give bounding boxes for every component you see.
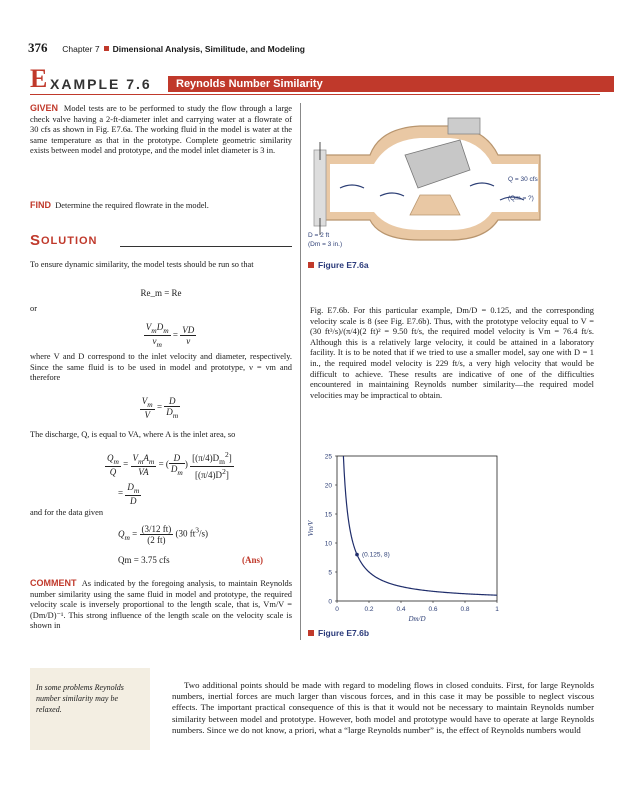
solution-label: OLUTION	[41, 235, 98, 247]
plot-area	[337, 456, 497, 601]
equation-discharge-ratio: $\frac{Q_m}{Q}$ = $\frac{V_mA_m}{VA}$ = ( $\frac{D}{D_m}$ ) $\frac{[(\pi/4)D_m^2]}{[(\pi/4)D^2]}$	[107, 450, 232, 480]
answer-tag: (Ans)	[242, 555, 264, 565]
given-paragraph	[30, 103, 292, 157]
example-title: Reynolds Number Similarity	[168, 76, 614, 92]
y-tick-label: 5	[328, 569, 332, 577]
x-tick-label: 0.4	[396, 606, 406, 613]
annotation-label: (0.125, 8)	[362, 551, 390, 559]
figure-a-diameter-label: D = 2 ft	[308, 232, 330, 239]
x-tick-label: 0	[335, 606, 339, 613]
page-number: 376	[28, 40, 48, 55]
equation-re: Re_m = Re	[140, 288, 182, 298]
comment-tag: COMMENT	[30, 578, 77, 588]
heading-rule	[30, 94, 600, 95]
x-axis-label: Dm/D	[408, 615, 426, 623]
figure-b-caption: Figure E7.6b	[308, 628, 369, 638]
velocity-scale-chart	[305, 448, 515, 628]
or-text: or	[30, 304, 37, 313]
solution-para-2: where V and D correspond to the inlet velocity and diameter, respectively. Since the same fluid is to be used in model and prototype, ν = νm and therefore	[30, 352, 292, 383]
y-tick-label: 25	[324, 453, 332, 461]
y-tick-label: 15	[324, 511, 332, 519]
find-tag: FIND	[30, 200, 51, 210]
find-text: Determine the required flowrate in the model.	[55, 201, 209, 210]
figure-a-flow-label: Q = 30 cfs	[508, 176, 538, 183]
y-tick-label: 0	[328, 598, 332, 606]
figure-a-model-flow-label: (Qm = ?)	[508, 195, 534, 202]
sidenote-box	[30, 668, 150, 750]
x-tick-label: 0.8	[460, 606, 470, 613]
equation-reynolds-ratio: $\frac{V_mD_m}{\nu_m}$ = $\frac{VD}{\nu}$	[145, 322, 195, 349]
example-heading	[30, 66, 590, 98]
chapter-label: Chapter 7	[62, 44, 100, 54]
solution-para-3: The discharge, Q, is equal to VA, where A is the inlet area, so	[30, 430, 236, 439]
figure-a-model-diameter-label: (Dm = 3 in.)	[308, 241, 343, 248]
header-bullet	[104, 46, 109, 51]
valve-figure	[310, 100, 550, 250]
find-paragraph	[30, 200, 292, 212]
y-tick-label: 20	[324, 482, 332, 490]
solution-rule	[120, 246, 292, 247]
comment-paragraph	[30, 578, 292, 632]
solution-s-letter: S	[30, 232, 41, 249]
chapter-title: Dimensional Analysis, Similitude, and Modeling	[112, 44, 305, 54]
equation-data: $Q_m$ = $\frac{(3/12 ft)}{(2 ft)}$ (30 $ft^3/s$)	[118, 524, 208, 545]
example-e-letter: E	[30, 64, 48, 93]
annotation-point	[355, 553, 359, 557]
solution-para-1: To ensure dynamic similarity, the model tests should be run so that	[30, 260, 254, 269]
x-tick-label: 0.2	[364, 606, 374, 613]
comment-text: As indicated by the foregoing analysis, to maintain Reynolds number similarity using the same fluid in model and prototype, the required velocity scale is inversely proportional to the length scale, that is, Vm/V = (Dm/D)⁻¹. This strong influence of the length scale on the velocity scale is shown in	[30, 579, 292, 631]
y-tick-label: 10	[324, 540, 332, 548]
x-tick-label: 0.6	[428, 606, 438, 613]
result-equation: Qm = 3.75 cfs	[118, 555, 170, 565]
column-divider	[300, 103, 301, 640]
given-tag: GIVEN	[30, 103, 59, 113]
solution-heading	[30, 232, 292, 252]
x-tick-label: 1	[495, 606, 499, 613]
given-text: Model tests are to be performed to study the flow through a large check valve having a 2-ft-diameter inlet and carrying water at a flowrate of 30 cfs as shown in Fig. E7.6a. The working fluid in the model is water at the same temperature as that in the prototype. Complete geometric similarity exists between model and prototype, and the model inlet diameter is 3 in.	[30, 104, 292, 156]
equation-velocity-ratio: $\frac{V_m}{V}$ = $\frac{D}{D_m}$	[141, 396, 179, 420]
figure-a-caption: Figure E7.6a	[308, 260, 369, 270]
right-column-paragraph: Fig. E7.6b. For this particular example, Dm/D = 0.125, and the corresponding velocity scale is 8 (see Fig. E7.6b). Thus, with the prototype velocity equal to V = (30 ft³/s)/(π/4)(2 ft)² = 9.50 ft/s, the required model velocity is Vm = 76.4 ft/s. Although this is a relatively large velocity, it could be attained in a laboratory facility. It is to be noted that if we tried to use a smaller model, say one with D = 1 in., the required model velocity is 229 ft/s, a very high velocity that would be difficult to achieve. These results are indicative of one of the difficulties encountered in maintaining Reynolds number similarity—the required model velocities may be impractical to obtain.	[310, 306, 594, 400]
sidenote-text: In some problems Reynolds number similarity may be relaxed.	[36, 683, 124, 714]
running-header	[28, 40, 305, 56]
solution-para-4: and for the data given	[30, 508, 104, 517]
body-paragraph: Two additional points should be made with regard to modeling flows in closed conduits. First, for large Reynolds numbers, inertial forces are much larger than viscous forces, and in this case it may be possible to neglect viscous effects. The important practical consequence of this is that it would not be necessary to maintain Reynolds number similarity between model and prototype. However, both model and prototype would have to operate at large Reynolds numbers. Since we do not know, a priori, what a “large Reynolds number” is, the effect of Reynolds numbers would	[172, 680, 594, 735]
example-label: XAMPLE 7.6	[50, 76, 152, 92]
equation-discharge-simplified: = $\frac{D_m}{D}$	[118, 482, 140, 506]
y-axis-label: Vm/V	[307, 520, 315, 537]
